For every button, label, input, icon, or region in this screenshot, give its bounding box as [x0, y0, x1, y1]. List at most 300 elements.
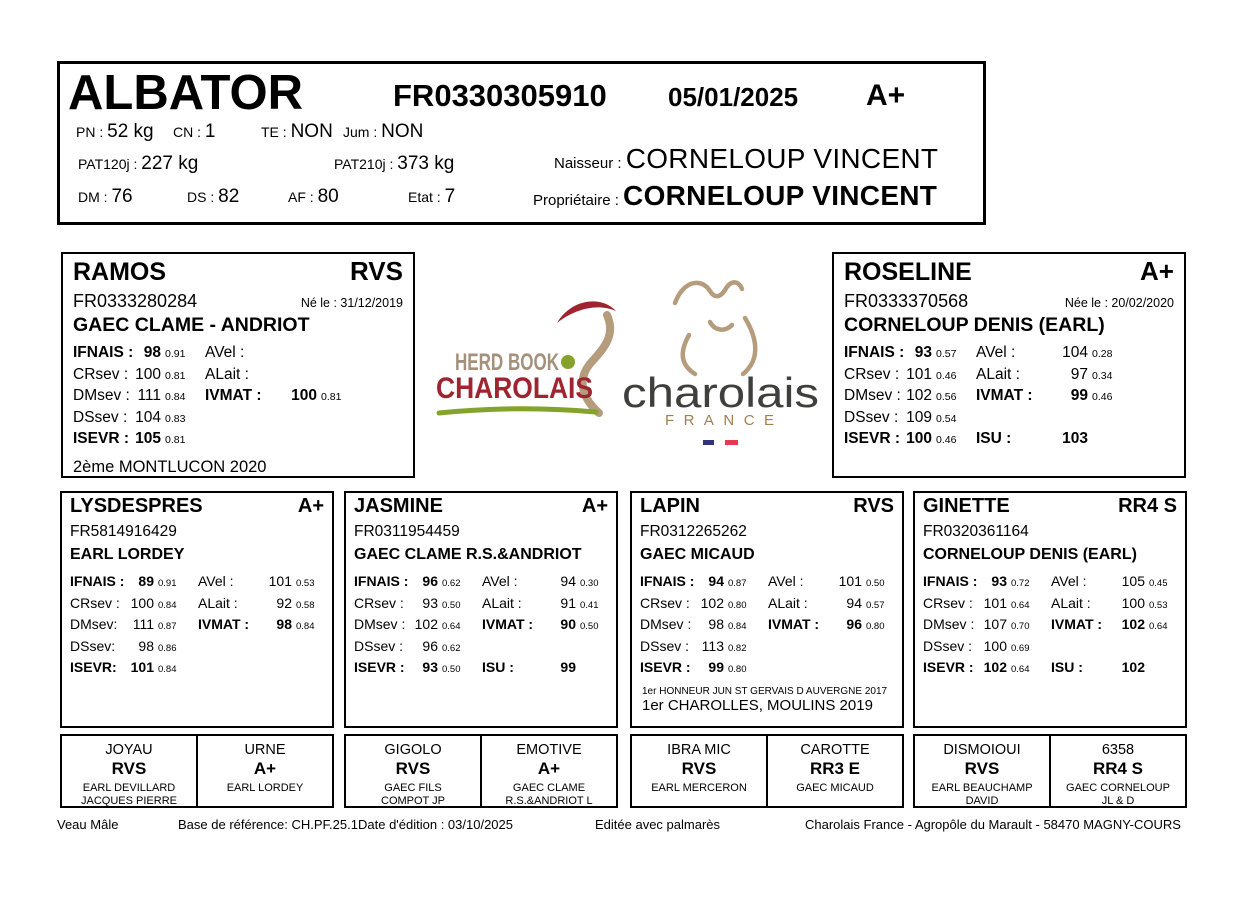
dm-label: DM :	[78, 189, 112, 205]
flag-blue-icon	[703, 440, 714, 445]
stat-label: IFNAIS :	[354, 573, 409, 589]
pn-label: PN :	[76, 124, 108, 140]
stat-row	[923, 615, 1177, 637]
stat-acc: 0.46	[936, 434, 957, 446]
header-box	[57, 61, 986, 225]
stat-value: 98	[143, 344, 161, 361]
stat-acc: 0.57	[936, 348, 957, 360]
dm-field	[78, 186, 133, 208]
stat-value: 99	[708, 659, 724, 675]
gp3-name: LAPIN	[640, 495, 700, 517]
stat-label: DMsev :	[73, 387, 130, 404]
stat-acc: 0.80	[728, 599, 747, 611]
animal-id: FR0330305910	[393, 78, 607, 113]
stat-row	[73, 408, 403, 430]
green-dot-icon	[561, 355, 575, 369]
stat-value: 91	[560, 594, 576, 611]
stat-label: DSsev :	[844, 408, 899, 426]
proprietaire-field	[533, 180, 937, 212]
stat-acc: 0.81	[321, 391, 342, 403]
breeder-line: COMPOT JP	[381, 794, 445, 806]
ggp-name: JOYAU	[105, 742, 153, 758]
stat-acc: 0.53	[1149, 599, 1168, 611]
dam-birthdate: Née le : 20/02/2020	[1064, 296, 1174, 310]
ggp-box-joyau	[62, 736, 198, 806]
te-value: NON	[290, 121, 333, 142]
stat-acc: 0.57	[866, 599, 885, 611]
gp4-breeder: CORNELOUP DENIS (EARL)	[923, 546, 1137, 563]
stat-label: DMsev :	[923, 616, 975, 632]
stat-value: 96	[846, 616, 862, 632]
stat-acc: 0.84	[165, 391, 186, 403]
stat-acc: 0.87	[728, 578, 747, 589]
gp4-id: FR0320361164	[923, 523, 1029, 540]
stat-acc: 0.62	[442, 642, 461, 654]
stat-acc: 0.84	[158, 664, 177, 675]
stat-value: 101	[838, 573, 862, 589]
stat-acc: 0.91	[158, 578, 177, 589]
ggp-box-gigolo	[346, 736, 482, 806]
stat-acc: 0.91	[165, 348, 186, 360]
stat-acc: 0.64	[1149, 621, 1168, 632]
stat-label: DMsev:	[70, 616, 118, 632]
stat-row	[354, 615, 608, 637]
pat210-field	[334, 153, 454, 175]
stat-value: 93	[422, 594, 438, 611]
breeder-line: GAEC CLAME	[512, 782, 586, 794]
sire-awards	[73, 458, 403, 477]
ggp-status: RVS	[681, 759, 717, 778]
gp2-status: A+	[581, 495, 608, 517]
stat-acc: 0.84	[728, 621, 747, 632]
stat-value: 101	[130, 659, 154, 675]
stat-label: CRsev :	[923, 594, 973, 611]
stat-row	[70, 594, 324, 616]
stat-row	[354, 594, 608, 616]
ggp-name: DISMOIOUI	[943, 742, 1021, 758]
stat-acc: 0.56	[936, 391, 957, 403]
stat-value: 96	[422, 637, 438, 654]
cn-label: CN :	[173, 124, 205, 140]
breeder-line: EARL LORDEY	[226, 782, 304, 794]
grandsire-maternal-box	[630, 491, 904, 728]
sire-id: FR0333280284	[73, 291, 198, 311]
stat-row	[73, 365, 403, 387]
ggp-box-urne	[198, 736, 332, 806]
ggp-name: URNE	[244, 742, 286, 758]
gp3-id: FR0312265262	[640, 523, 747, 540]
etat-label: Etat :	[408, 189, 445, 205]
stat-label: CRsev :	[70, 594, 120, 611]
ds-field	[187, 186, 239, 208]
stat-row	[923, 637, 1177, 659]
footer-reference-base: Base de référence: CH.PF.25.1	[178, 817, 358, 832]
ggp-breeder	[915, 782, 1049, 806]
te-label: TE :	[261, 124, 291, 140]
stat-value: 100	[135, 365, 161, 383]
stat-value: 93	[914, 344, 932, 361]
ggp-breeder	[346, 782, 480, 806]
stat-acc: 0.41	[580, 599, 599, 611]
herd-book-logo-graphic	[435, 293, 630, 421]
footer-edition-date: Date d'édition : 03/10/2025	[358, 817, 513, 832]
stat-label: IVMAT :	[482, 616, 534, 632]
ggp-status: RVS	[964, 759, 1000, 778]
stat-acc: 0.70	[1011, 621, 1030, 632]
breeder-line: DAVID	[965, 794, 999, 806]
pat120-value: 227 kg	[141, 153, 199, 174]
ggp-breeder	[62, 782, 196, 806]
stat-label: IVMAT :	[1051, 616, 1103, 632]
stat-row	[640, 572, 894, 594]
pn-value: 52 kg	[107, 121, 154, 142]
stat-label: ALait :	[768, 594, 808, 611]
pat210-label: PAT210j :	[334, 156, 398, 172]
ggp-breeder	[482, 782, 616, 806]
stat-label: DMsev :	[844, 387, 901, 404]
ggp-name: IBRA MIC	[667, 742, 731, 758]
stat-value: 113	[701, 637, 724, 654]
proprietaire-value: CORNELOUP VINCENT	[623, 180, 938, 211]
stat-label: IFNAIS :	[70, 573, 125, 589]
gp4-name: GINETTE	[923, 495, 1010, 517]
stat-value: 102	[906, 387, 932, 404]
stat-value: 103	[1062, 430, 1088, 447]
stat-acc: 0.50	[442, 664, 461, 675]
breeder-line: JL & D	[1101, 794, 1135, 806]
breeder-line: GAEC FILS	[384, 782, 442, 794]
stat-acc: 0.45	[1149, 578, 1168, 589]
ggp-breeder	[632, 782, 766, 795]
ggp-status: A+	[253, 759, 277, 778]
granddam-maternal-box	[913, 491, 1187, 728]
dm-value: 76	[111, 186, 133, 207]
herd-book-charolais-logo	[435, 293, 630, 421]
stat-label: DMsev :	[354, 616, 406, 632]
stat-acc: 0.58	[296, 599, 315, 611]
stat-acc: 0.83	[165, 412, 186, 425]
gp2-id: FR0311954459	[354, 523, 460, 540]
breeder-line: EARL BEAUCHAMP	[931, 782, 1033, 794]
stat-value: 104	[135, 408, 161, 426]
stat-label: ALait :	[198, 594, 238, 611]
te-field	[261, 121, 333, 143]
stat-value: 94	[846, 594, 862, 611]
sire-id-row	[73, 291, 403, 312]
stat-value: 101	[268, 573, 292, 589]
stat-acc: 0.28	[1092, 348, 1113, 360]
stat-label: CRsev :	[73, 365, 129, 383]
charolais-france-logo-graphic	[615, 273, 825, 451]
stat-label: DSsev :	[923, 637, 973, 654]
stat-label: ISEVR :	[354, 659, 405, 675]
stat-row	[73, 429, 403, 451]
stat-value: 93	[422, 659, 438, 675]
stat-acc: 0.80	[866, 621, 885, 632]
stat-label: IFNAIS :	[640, 573, 695, 589]
stat-value: 94	[708, 573, 724, 589]
stat-row	[640, 637, 894, 659]
stat-acc: 0.81	[165, 369, 186, 382]
page-title: ALBATOR	[68, 66, 303, 120]
stat-label: ISEVR :	[73, 430, 129, 447]
stat-row	[73, 343, 403, 365]
stat-value: 98	[708, 616, 724, 632]
stat-label: ISU :	[482, 659, 514, 675]
cn-field	[173, 121, 215, 143]
ggp-breeder	[768, 782, 902, 795]
gp2-stats	[354, 572, 608, 680]
flag-red-icon	[725, 440, 738, 445]
breeder-line: EARL DEVILLARD	[82, 782, 176, 794]
stat-value: 96	[422, 573, 438, 589]
stat-value: 100	[906, 430, 932, 447]
ggp-pair-2	[344, 734, 618, 808]
gp3-status: RVS	[853, 495, 894, 517]
gp1-header	[70, 495, 324, 518]
stat-value: 99	[1070, 387, 1088, 404]
af-label: AF :	[288, 189, 318, 205]
stat-label: IVMAT :	[768, 616, 820, 632]
gp4-header	[923, 495, 1177, 518]
stat-value: 100	[1121, 594, 1145, 611]
grandsire-paternal-box	[60, 491, 334, 728]
stat-acc: 0.62	[442, 578, 461, 589]
ds-label: DS :	[187, 189, 219, 205]
stat-value: 105	[135, 430, 161, 447]
stat-value: 101	[983, 594, 1007, 611]
ggp-name: EMOTIVE	[516, 742, 582, 758]
sire-stats	[73, 343, 403, 451]
stat-label: IFNAIS :	[844, 344, 905, 361]
sire-breeder: GAEC CLAME - ANDRIOT	[73, 314, 310, 336]
pat210-value: 373 kg	[397, 153, 455, 174]
jum-label: Jum :	[343, 124, 382, 140]
stat-value: 101	[906, 365, 932, 383]
gp2-name: JASMINE	[354, 495, 443, 517]
stat-acc: 0.72	[1011, 578, 1030, 589]
gp2-breeder: GAEC CLAME R.S.&ANDRIOT	[354, 546, 582, 563]
breeder-line: EARL MERCERON	[651, 782, 747, 794]
ggp-box-dismoioui	[915, 736, 1051, 806]
stat-acc: 0.64	[1011, 599, 1030, 611]
stat-acc: 0.69	[1011, 642, 1030, 654]
stat-acc: 0.50	[580, 621, 599, 632]
stat-value: 104	[1062, 344, 1088, 361]
stat-row	[70, 572, 324, 594]
stat-value: 102	[983, 659, 1007, 675]
stat-value: 92	[276, 594, 292, 611]
stat-label: DSsev:	[70, 637, 116, 654]
stat-acc: 0.54	[936, 412, 957, 425]
footer-palmares-note: Editée avec palmarès	[595, 817, 721, 832]
stat-label: ALait :	[976, 365, 1020, 383]
stat-label: DSsev :	[640, 637, 690, 654]
stat-acc: 0.87	[158, 621, 177, 632]
gp1-id: FR5814916429	[70, 523, 177, 540]
pn-field	[76, 121, 154, 143]
dam-box	[832, 252, 1186, 478]
ggp-box-ibra-mic	[632, 736, 768, 806]
pat120-field	[78, 153, 198, 175]
stat-acc: 0.81	[165, 434, 186, 446]
stat-label: ISU :	[976, 430, 1012, 447]
etat-value: 7	[444, 186, 456, 207]
stat-acc: 0.50	[866, 578, 885, 589]
stat-value: 93	[991, 573, 1007, 589]
stat-acc: 0.46	[1092, 391, 1113, 403]
stat-label: ISU :	[1051, 659, 1083, 675]
stat-row	[844, 343, 1174, 365]
stat-value: 100	[983, 637, 1007, 654]
stat-value: 111	[132, 616, 154, 632]
dam-id-row	[844, 291, 1174, 312]
naisseur-label: Naisseur :	[554, 155, 626, 172]
gp3-awards	[642, 686, 896, 714]
stat-value: 99	[560, 659, 576, 675]
stat-row	[70, 658, 324, 680]
stat-label: AVel :	[976, 344, 1016, 361]
ggp-status: RR4 S	[1092, 759, 1144, 778]
stat-acc: 0.30	[580, 578, 599, 589]
ggp-breeder	[1051, 782, 1185, 806]
ggp-pair-4	[913, 734, 1187, 808]
sire-birthdate: Né le : 31/12/2019	[300, 296, 403, 310]
sire-status: RVS	[350, 256, 403, 286]
gp4-status: RR4 S	[1118, 495, 1177, 517]
stat-row	[844, 365, 1174, 387]
stat-row	[923, 658, 1177, 680]
ggp-status: RR3 E	[809, 759, 861, 778]
etat-field	[408, 186, 455, 208]
breeder-line: GAEC CORNELOUP	[1066, 782, 1170, 794]
breeder-line: GAEC MICAUD	[796, 782, 874, 794]
stat-row	[923, 594, 1177, 616]
stat-row	[640, 658, 894, 680]
stat-acc: 0.53	[296, 578, 315, 589]
gp1-name: LYSDESPRES	[70, 495, 203, 517]
af-field	[288, 186, 339, 208]
stat-row	[354, 572, 608, 594]
dam-header	[844, 256, 1174, 287]
stat-label: ISEVR :	[640, 659, 691, 675]
stat-row	[923, 572, 1177, 594]
ggp-status: A+	[537, 759, 561, 778]
ggp-status: RVS	[111, 759, 147, 778]
ggp-box-6358	[1051, 736, 1185, 806]
stat-row	[70, 637, 324, 659]
ggp-status: RVS	[395, 759, 431, 778]
stat-label: IFNAIS :	[923, 573, 978, 589]
stat-acc: 0.84	[296, 621, 315, 632]
stat-row	[844, 408, 1174, 430]
ggp-name: CAROTTE	[800, 742, 870, 758]
status-badge: A+	[866, 79, 906, 112]
stat-label: AVel :	[198, 573, 234, 589]
stat-label: AVel :	[1051, 573, 1087, 589]
stat-value: 90	[560, 616, 576, 632]
gp1-stats	[70, 572, 324, 680]
stat-label: DSsev :	[354, 637, 404, 654]
sire-header	[73, 256, 403, 287]
stat-label: ALait :	[1051, 594, 1091, 611]
stat-row	[354, 637, 608, 659]
breeder-line: JACQUES PIERRE	[81, 794, 177, 806]
proprietaire-label: Propriétaire :	[533, 192, 624, 209]
stat-acc: 0.84	[158, 599, 177, 611]
grass-underline-icon	[439, 409, 596, 413]
gp3-breeder: GAEC MICAUD	[640, 546, 755, 563]
award-line: 1er CHAROLLES, MOULINS 2019	[642, 697, 873, 714]
stat-row	[354, 658, 608, 680]
footer-address: Charolais France - Agropôle du Marault - 58470 MAGNY-COURS	[805, 817, 1181, 832]
stat-value: 111	[137, 387, 161, 404]
ggp-pair-3	[630, 734, 904, 808]
dam-breeder: CORNELOUP DENIS (EARL)	[844, 314, 1105, 336]
charolais-france-logo	[615, 273, 825, 451]
stat-value: 105	[1121, 573, 1145, 589]
stat-value: 97	[1070, 365, 1088, 383]
ggp-breeder	[198, 782, 332, 795]
gp1-status: A+	[297, 495, 324, 517]
stat-row	[844, 429, 1174, 451]
stat-acc: 0.34	[1092, 369, 1113, 382]
stat-label: ISEVR :	[923, 659, 974, 675]
gp3-header	[640, 495, 894, 518]
sire-box	[61, 252, 415, 478]
stat-label: IFNAIS :	[73, 344, 134, 361]
stat-label: DMsev :	[640, 616, 692, 632]
stat-label: CRsev :	[354, 594, 404, 611]
breeder-line: R.S.&ANDRIOT L	[505, 794, 593, 806]
stat-acc: 0.86	[158, 642, 177, 654]
gp2-header	[354, 495, 608, 518]
stat-row	[640, 615, 894, 637]
stat-acc: 0.82	[728, 642, 747, 654]
stat-value: 98	[276, 616, 292, 632]
naisseur-field	[554, 143, 938, 175]
stat-label: DSsev :	[73, 408, 128, 426]
dam-stats	[844, 343, 1174, 451]
stat-label: AVel :	[205, 344, 245, 361]
stat-acc: 0.64	[442, 621, 461, 632]
ggp-name: GIGOLO	[384, 742, 442, 758]
stat-label: ISEVR:	[70, 659, 117, 675]
ggp-pair-1	[60, 734, 334, 808]
stat-value: 100	[130, 594, 154, 611]
stat-acc: 0.80	[728, 664, 747, 675]
gp1-breeder: EARL LORDEY	[70, 546, 185, 563]
award-line: 1er HONNEUR JUN ST GERVAIS D AUVERGNE 2017	[642, 686, 888, 697]
gp3-stats	[640, 572, 894, 680]
granddam-paternal-box	[344, 491, 618, 728]
stat-label: IVMAT :	[205, 387, 262, 404]
dam-name: ROSELINE	[844, 258, 972, 286]
ds-value: 82	[218, 186, 240, 207]
stat-label: IVMAT :	[198, 616, 250, 632]
france-text: FRANCE	[665, 412, 780, 429]
charolais-text: CHAROLAIS	[436, 372, 593, 405]
pat120-label: PAT120j :	[78, 156, 142, 172]
stat-label: ALait :	[482, 594, 522, 611]
stat-label: IVMAT :	[976, 387, 1033, 404]
stat-value: 89	[138, 573, 154, 589]
stat-row	[73, 386, 403, 408]
naisseur-value: CORNELOUP VINCENT	[625, 143, 939, 174]
stat-label: AVel :	[482, 573, 518, 589]
footer-sex: Veau Mâle	[57, 817, 119, 832]
cow-outline-icon	[675, 282, 755, 374]
